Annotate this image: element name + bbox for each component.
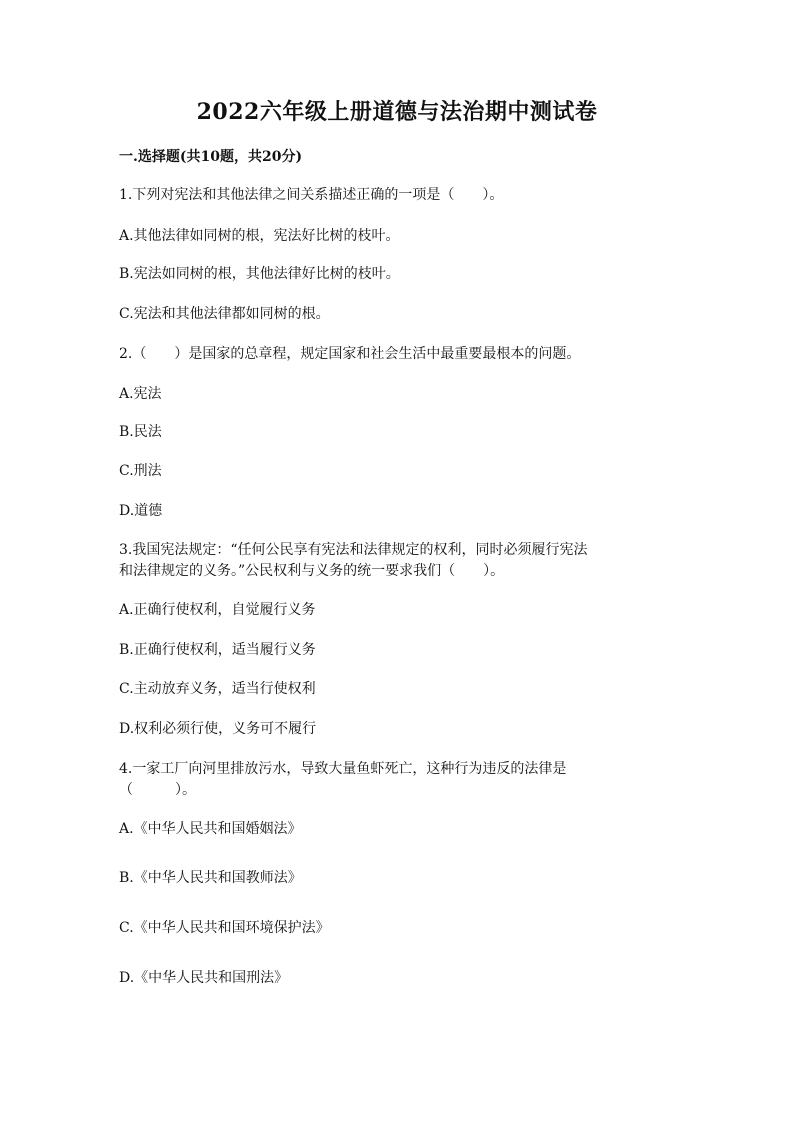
question-3-option-a: A.正确行使权利，自觉履行义务	[119, 602, 316, 618]
question-2-option-b: B.民法	[119, 424, 162, 440]
question-3-stem-line-2: 和法律规定的义务。”公民权利与义务的统一要求我们（ ）。	[119, 563, 505, 579]
question-4-option-c: C.《中华人民共和国环境保护法》	[119, 920, 330, 936]
question-4-stem-line-1: 4.一家工厂向河里排放污水，导致大量鱼虾死亡，这种行为违反的法律是	[119, 761, 567, 777]
exam-title: 2022六年级上册道德与法治期中测试卷	[196, 99, 598, 125]
section-heading: 一.选择题(共10题，共20分)	[119, 149, 303, 165]
question-1-stem: 1.下列对宪法和其他法律之间关系描述正确的一项是（ ）。	[119, 187, 504, 203]
question-2-stem: 2.（ ）是国家的总章程，规定国家和社会生活中最重要最根本的问题。	[119, 346, 581, 362]
question-3-option-d: D.权利必须行使，义务可不履行	[119, 721, 317, 737]
question-4-option-b: B.《中华人民共和国教师法》	[119, 870, 302, 886]
question-1-option-a: A.其他法律如同树的根，宪法好比树的枝叶。	[119, 228, 400, 244]
question-4-option-a: A.《中华人民共和国婚姻法》	[119, 821, 302, 837]
question-4-option-d: D.《中华人民共和国刑法》	[119, 970, 289, 986]
question-3-option-b: B.正确行使权利，适当履行义务	[119, 642, 316, 658]
question-2-option-a: A.宪法	[119, 386, 162, 402]
question-2-option-c: C.刑法	[119, 463, 162, 479]
question-3-option-c: C.主动放弃义务，适当行使权利	[119, 681, 316, 697]
question-4-stem-line-2: （ ）。	[119, 782, 196, 798]
question-3-stem-line-1: 3.我国宪法规定：“任何公民享有宪法和法律规定的权利，同时必须履行宪法	[119, 542, 588, 558]
question-1-option-c: C.宪法和其他法律都如同树的根。	[119, 306, 330, 322]
question-2-option-d: D.道德	[119, 503, 163, 519]
question-1-option-b: B.宪法如同树的根，其他法律好比树的枝叶。	[119, 266, 400, 282]
